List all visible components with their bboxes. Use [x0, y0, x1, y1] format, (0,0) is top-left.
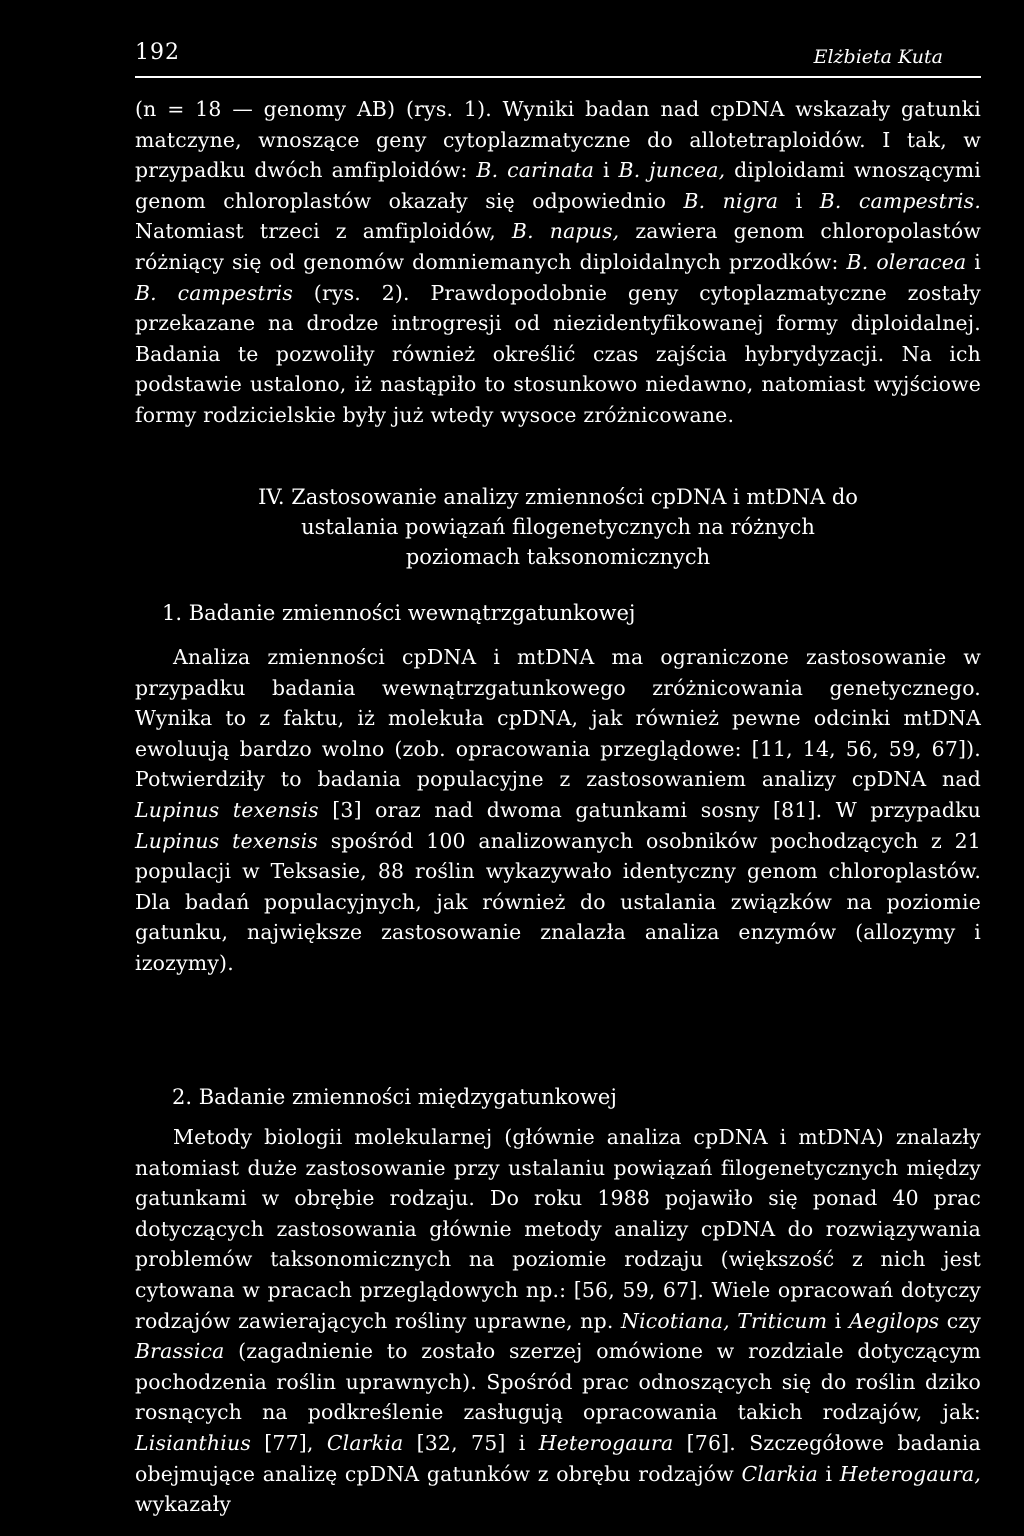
genus-name: Heterogaura, — [839, 1461, 981, 1486]
species-name: B. oleracea — [846, 249, 967, 274]
section-heading-line: IV. Zastosowanie analizy zmienności cpDNA i mtDNA do — [258, 485, 858, 509]
species-name: Lupinus texensis — [135, 797, 319, 822]
species-name: B. carinata — [476, 158, 595, 183]
text-run: Analiza zmienności cpDNA i mtDNA ma ograniczone zastosowanie w przypadku badania wewnątrzgatunkowego zróżnicowania genetycznego. Wynika to z faktu, iż molekuła cpDNA, jak również pewne odcinki mtDNA ewoluują bardzo wolno (zob. opracowania przeglądowe: [11, 14, 56, 59, 67]). Potwierdziły to badania populacyjne z zastosowaniem analizy cpDNA nad — [135, 645, 981, 792]
text-run: diploidami wnoszącymi genom chloroplastów okazały się odpowiednio — [135, 158, 981, 213]
paragraph-intraspecific-variation — [135, 642, 981, 979]
species-name: Lupinus texensis — [135, 828, 319, 853]
text-run: i — [594, 158, 619, 183]
species-name: B. campestris. — [819, 188, 982, 213]
species-name: B. campestris — [135, 280, 294, 305]
subsection-heading-interspecific: 2. Badanie zmienności międzygatunkowej — [172, 1085, 617, 1109]
text-run: (rys. 2). Prawdopodobnie geny cytoplazmatyczne zostały przekazane na drodze introgresji od niezidentyfikowanej formy diploidalnej. Badania te pozwoliły również określić czas zajścia hybrydyzacji. Na ich podstawie ustalono, iż nastąpiło to stosunkowo niedawno, natomiast wyjściowe formy rodzicielskie były już wtedy wysoce zróżnicowane. — [135, 280, 981, 427]
text-run: Natomiast trzeci z amfiploidów, — [135, 219, 512, 244]
text-run: [77], — [250, 1430, 327, 1455]
genus-name: Aegilops — [848, 1308, 940, 1333]
text-run: spośród 100 analizowanych osobników pochodzących z 21 populacji w Teksasie, 88 roślin wykazywało identyczny genom chloroplastów. Dla badań populacyjnych, jak również do ustalania związków na poziomie gatunku, największe zastosowanie znalazła analiza enzymów (allozymy i izozymy). — [135, 828, 981, 975]
text-run: i — [966, 249, 982, 274]
section-heading-line: poziomach taksonomicznych — [405, 545, 711, 569]
genus-name: Heterogaura — [538, 1430, 674, 1455]
text-run: zawiera genom chloropolastów różniący się od genomów domniemanych diploidalnych przodków: — [135, 219, 981, 274]
subsection-heading-intraspecific: 1. Badanie zmienności wewnątrzgatunkowej — [162, 601, 636, 625]
page-number: 192 — [135, 40, 180, 65]
text-run: [3] oraz nad dwoma gatunkami sosny [81]. W przypadku — [318, 797, 981, 822]
text-run: i — [817, 1461, 840, 1486]
text-run: Metody biologii molekularnej (głównie analiza cpDNA i mtDNA) znalazły natomiast duże zastosowanie przy ustalaniu powiązań filogenetycznych między gatunkami w obrębie rodzaju. Do roku 1988 pojawiło się ponad 40 prac dotyczących zastosowania głównie metody analizy cpDNA do rozwiązywania problemów taksonomicznych na poziomie rodzaju (większość z nich jest cytowana w pracach przeglądowych np.: [56, 59, 67]. Wiele opracowań dotyczy rodzajów zawierających rośliny uprawne, np. — [135, 1125, 981, 1333]
genus-name: Lisianthius — [135, 1430, 251, 1455]
section-heading-line: ustalania powiązań filogenetycznych na różnych — [301, 515, 815, 539]
text-run: (n = 18 — genomy AB) (rys. 1). Wyniki badan nad cpDNA wskazały gatunki matczyne, wnoszące geny cytoplazmatyczne do allotetraploidów. I tak, w przypadku dwóch amfiploidów: — [135, 97, 981, 183]
genus-name: Nicotiana, Triticum — [621, 1308, 828, 1333]
species-name: B. juncea, — [618, 158, 726, 183]
genus-name: Brassica — [135, 1339, 225, 1364]
genus-name: Clarkia — [741, 1461, 818, 1486]
text-run: i — [778, 188, 820, 213]
text-run: [76]. Szczegółowe badania obejmujące analizę cpDNA gatunków z obrębu rodzajów — [135, 1430, 981, 1486]
page-header — [135, 40, 981, 78]
paragraph-interspecific-variation — [135, 1122, 981, 1520]
paragraph-brassica-amphiploids — [135, 94, 981, 431]
text-run: [32, 75] i — [403, 1430, 539, 1455]
text-run: i — [827, 1308, 849, 1333]
species-name: B. napus, — [511, 219, 620, 244]
text-run: (zagadnienie to zostało szerzej omówione w rozdziale dotyczącym pochodzenia roślin uprawnych). Spośród prac odnoszących się do roślin dziko rosnących na podkreślenie zasługują opracowania takich rodzajów, jak: — [135, 1339, 981, 1425]
text-run: wykazały — [135, 1492, 232, 1517]
section-heading — [135, 482, 981, 572]
species-name: B. nigra — [683, 188, 779, 213]
text-run: czy — [939, 1308, 981, 1333]
running-head-author: Elżbieta Kuta — [813, 46, 943, 68]
genus-name: Clarkia — [326, 1430, 404, 1455]
